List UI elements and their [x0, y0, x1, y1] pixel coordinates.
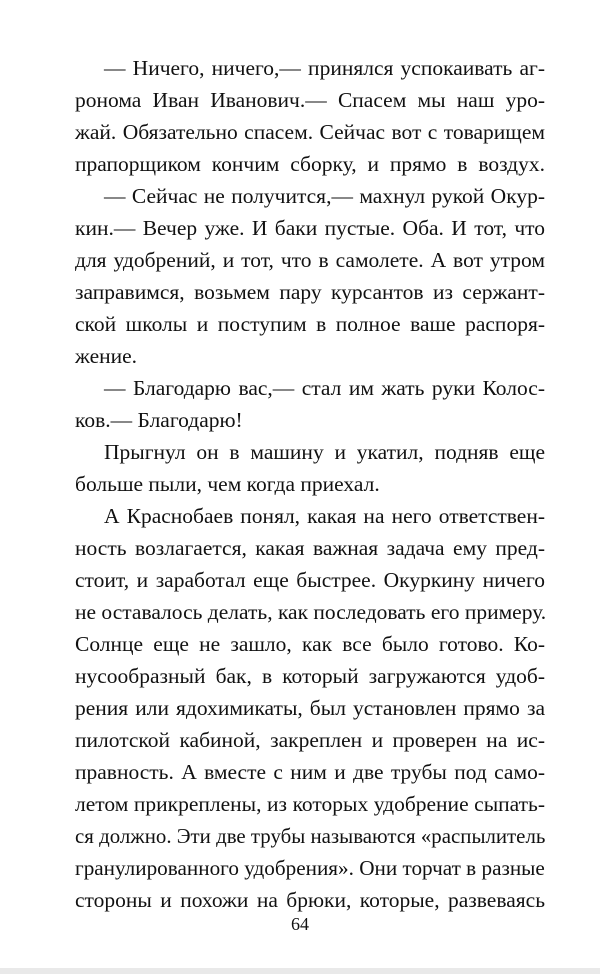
text-line: не оставалось делать, как последовать его примеру.	[75, 600, 547, 624]
text-line: стоит, и заработал еще быстрее. Окуркину ничего	[75, 568, 545, 592]
text-line: — Ничего, ничего,— принялся успокаивать аг-	[104, 56, 545, 80]
text-line: Прыгнул он в машину и укатил, подняв еще	[104, 440, 545, 464]
text-line: ность возлагается, какая важная задача ему пред-	[75, 536, 545, 560]
text-line: для удобрений, и тот, что в самолете. А вот утром	[75, 248, 545, 272]
text-line: заправимся, возьмем пару курсантов из сержант-	[75, 280, 545, 304]
text-line: стороны и похожи на брюки, которые, развеваясь	[75, 888, 545, 912]
text-line: гранулированного удобрения». Они торчат в разные	[75, 856, 545, 880]
text-line: правность. А вместе с ним и две трубы под само-	[75, 760, 545, 784]
text-line: ронома Иван Иванович.— Спасем мы наш уро-	[75, 88, 545, 112]
text-line: пилотской кабиной, закреплен и проверен на ис-	[75, 728, 545, 752]
text-line: больше пыли, чем когда приехал.	[75, 472, 380, 496]
text-line: — Сейчас не получится,— махнул рукой Окур-	[104, 184, 545, 208]
text-line: ся должно. Эти две трубы называются «распылитель	[75, 824, 546, 848]
text-line: ков.— Благодарю!	[75, 408, 243, 432]
text-line: рения или ядохимикаты, был установлен прямо за	[75, 696, 545, 720]
text-line: жение.	[75, 344, 138, 368]
text-line: — Благодарю вас,— стал им жать руки Колос-	[104, 376, 545, 400]
text-line: ской школы и поступим в полное ваше распоря-	[75, 312, 545, 336]
text-line: Солнце еще не зашло, как все было готово. Ко-	[75, 632, 545, 656]
page-number: 64	[291, 914, 309, 934]
text-line: нусообразный бак, в который загружаются удоб-	[75, 664, 545, 688]
text-line: А Краснобаев понял, какая на него ответствен-	[104, 504, 545, 528]
text-line: кин.— Вечер уже. И баки пустые. Оба. И тот, что	[75, 216, 545, 240]
scan-edge	[0, 968, 600, 974]
text-line: прапорщиком кончим сборку, и прямо в воздух.	[75, 152, 545, 176]
text-line: жай. Обязательно спасем. Сейчас вот с товарищем	[75, 120, 545, 144]
text-line: летом прикреплены, из которых удобрение сыпать-	[75, 792, 545, 816]
